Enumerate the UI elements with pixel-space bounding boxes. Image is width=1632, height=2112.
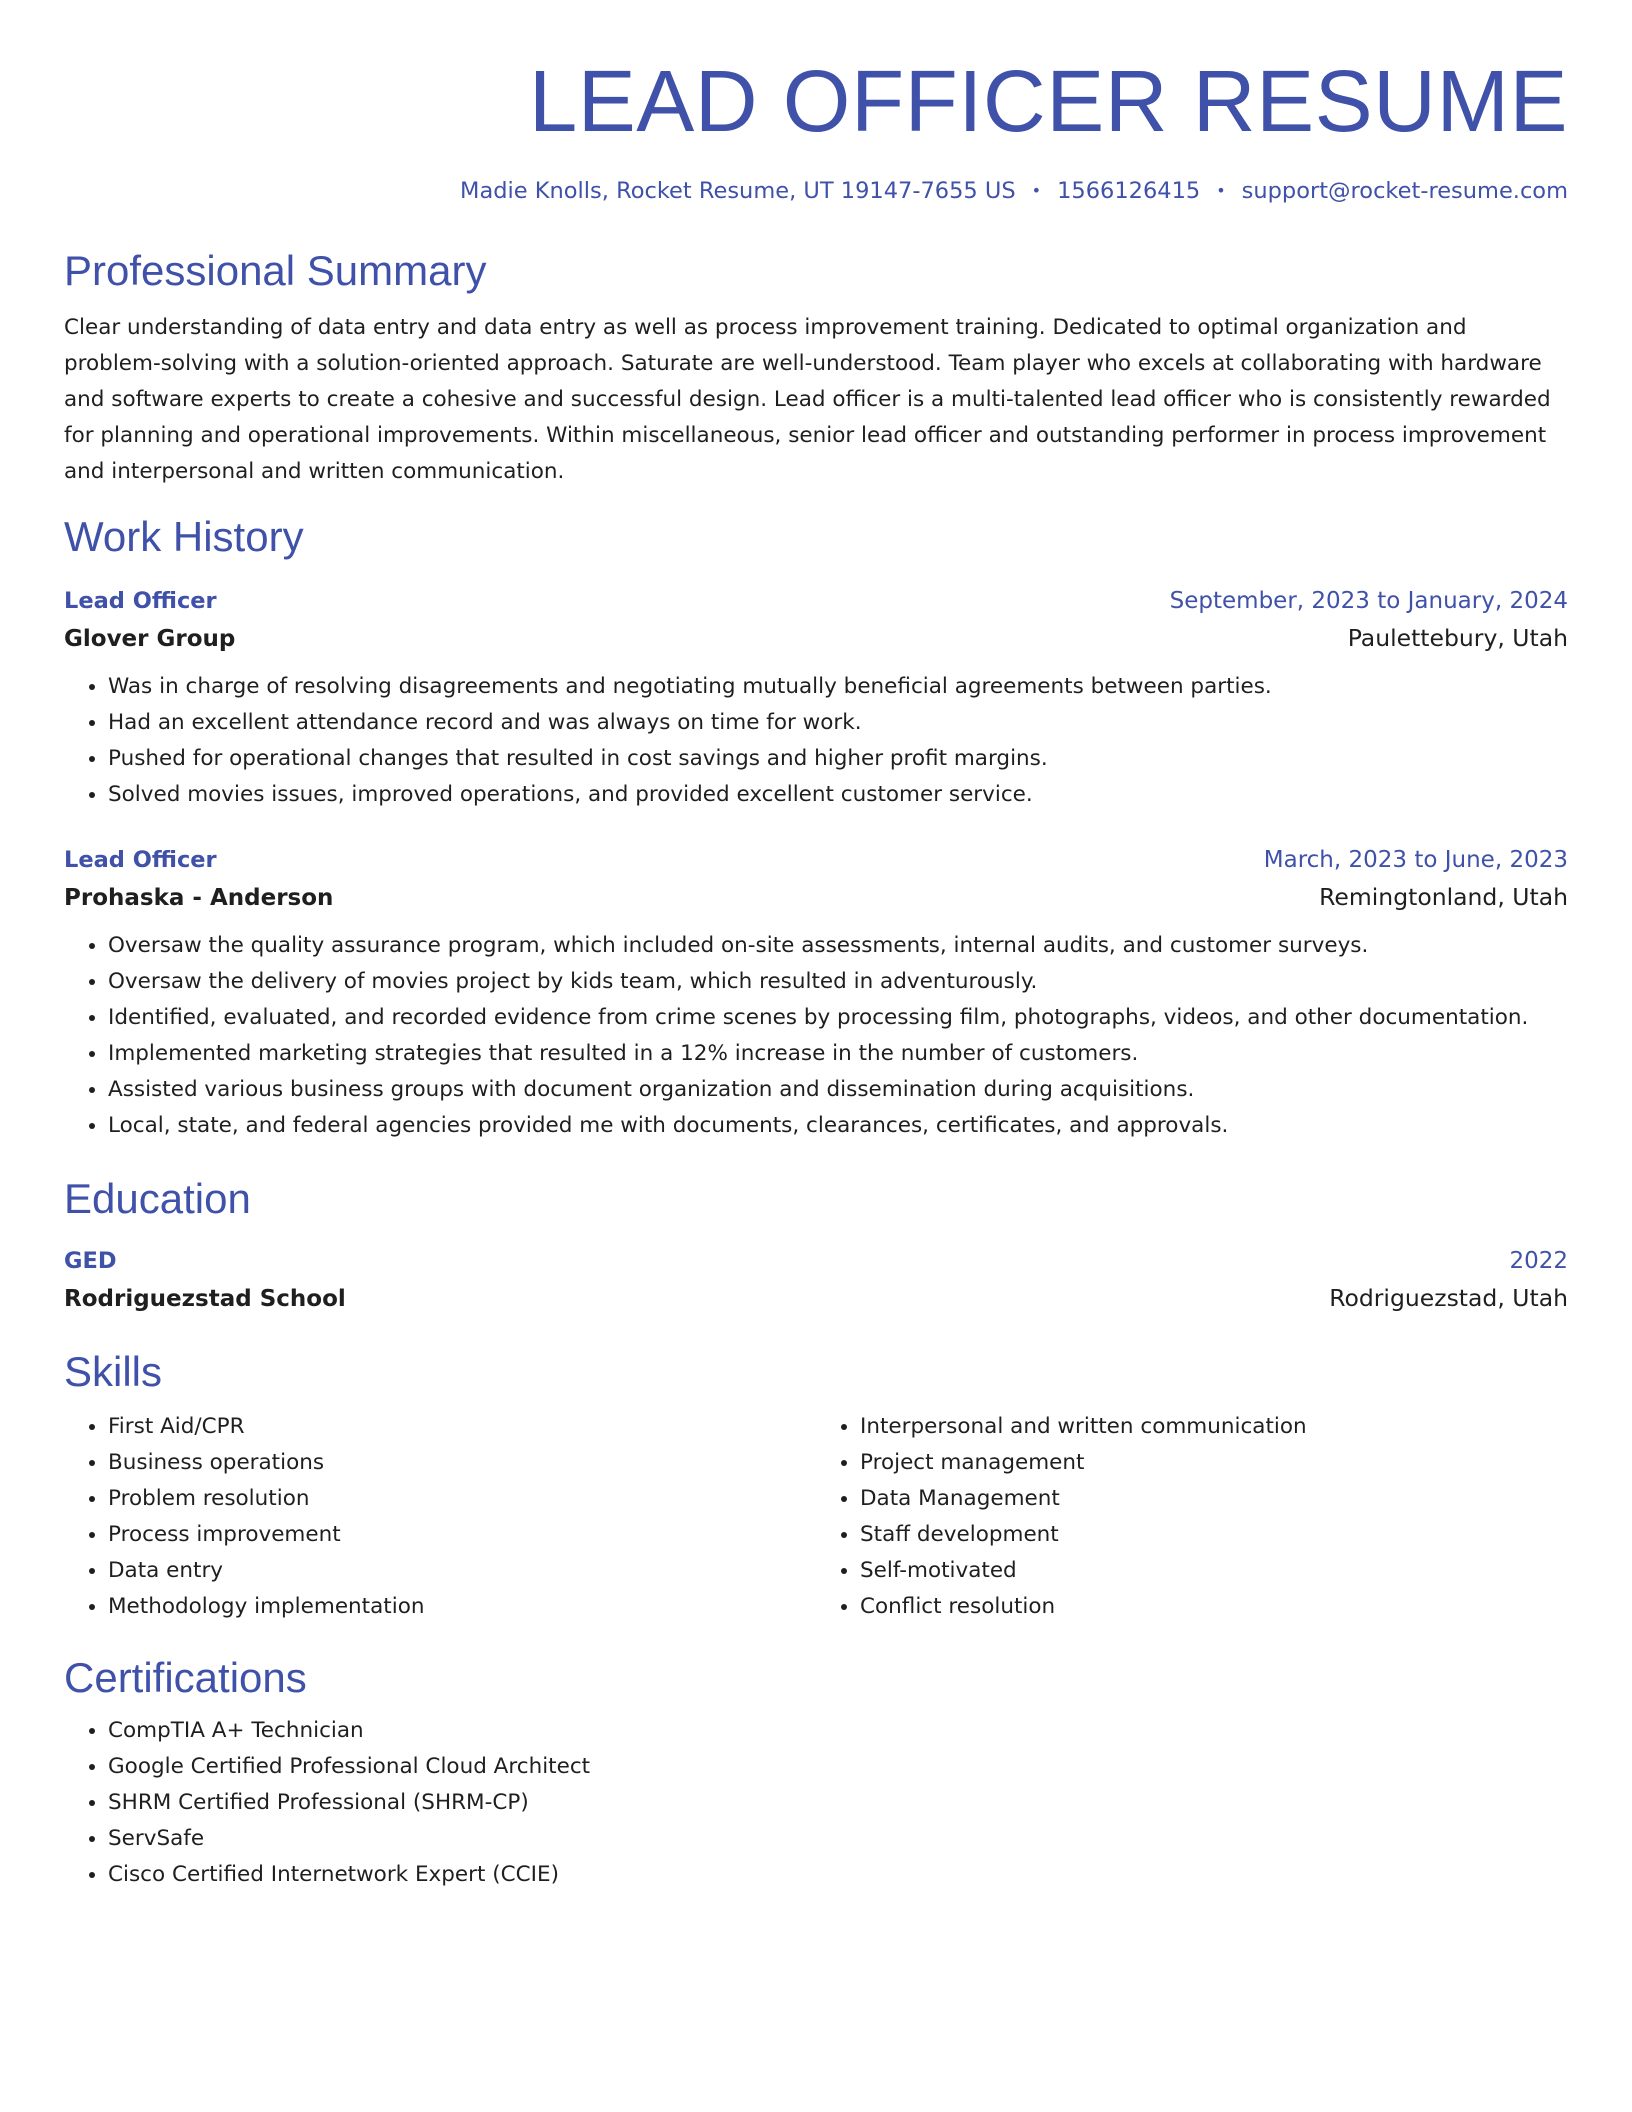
job-bullets — [64, 928, 1568, 1144]
skill-item: • Problem resolution — [108, 1481, 816, 1517]
summary-text: Clear understanding of data entry and data entry as well as process improvement training. Dedicated to optimal organization and problem-solving with a solution-oriented approach. Saturate are well-understood. Team player who excels at collaborating with hardware and software experts to create a cohesive and successful design. Lead officer is a multi-talented lead officer who is consistently rewarded for planning and operational improvements. Within miscellaneous, senior lead officer and outstanding performer in process improvement and interpersonal and written communication. — [64, 315, 1551, 484]
job-header-row — [64, 843, 1568, 877]
contact-phone: 1566126415 — [1057, 178, 1201, 204]
contact-separator-1: • — [1031, 181, 1042, 200]
skill-item: • Staff development — [860, 1517, 1568, 1553]
skill-item: • Business operations — [108, 1445, 816, 1481]
job-bullet: • Assisted various business groups with document organization and dissemination during acquisitions. — [108, 1072, 1568, 1108]
skill-item: • First Aid/CPR — [108, 1409, 816, 1445]
job-dates: March, 2023 to June, 2023 — [1263, 847, 1568, 873]
education-year: 2022 — [1509, 1248, 1568, 1274]
education-entry — [64, 1244, 1568, 1319]
skill-item: • Data entry — [108, 1553, 816, 1589]
education-degree: GED — [64, 1248, 117, 1274]
certification-item: • ServSafe — [108, 1821, 1568, 1857]
job-bullet: • Solved movies issues, improved operations, and provided excellent customer service. — [108, 777, 1568, 813]
job-entry — [64, 843, 1568, 1144]
job-bullet: • Had an excellent attendance record and was always on time for work. — [108, 705, 1568, 741]
certification-item: • Google Certified Professional Cloud Architect — [108, 1749, 1568, 1785]
job-role: Lead Officer — [64, 847, 217, 873]
job-dates: September, 2023 to January, 2024 — [1169, 588, 1568, 614]
education-header-row — [64, 1244, 1568, 1278]
contact-address: Madie Knolls, Rocket Resume, UT 19147-7655 US — [460, 178, 1016, 204]
job-bullet: • Oversaw the quality assurance program, which included on-site assessments, internal audits, and customer surveys. — [108, 928, 1568, 964]
education-heading: Education — [64, 1175, 251, 1222]
skill-item: • Conflict resolution — [860, 1589, 1568, 1625]
certification-item: • SHRM Certified Professional (SHRM-CP) — [108, 1785, 1568, 1821]
skills-list-left — [64, 1409, 816, 1625]
job-bullet: • Implemented marketing strategies that resulted in a 12% increase in the number of customers. — [108, 1036, 1568, 1072]
job-company-row — [64, 877, 1568, 918]
job-bullet: • Local, state, and federal agencies provided me with documents, clearances, certificates, and approvals. — [108, 1108, 1568, 1144]
contact-separator-2: • — [1216, 181, 1226, 200]
education-school: Rodriguezstad School — [64, 1286, 346, 1312]
skill-item: • Project management — [860, 1445, 1568, 1481]
job-bullet: • Oversaw the delivery of movies project by kids team, which resulted in adventurously. — [108, 964, 1568, 1000]
contact-line — [64, 176, 1568, 206]
contact-email: support@rocket-resume.com — [1241, 178, 1568, 204]
job-bullet: • Pushed for operational changes that resulted in cost savings and higher profit margins. — [108, 741, 1568, 777]
job-company: Glover Group — [64, 626, 236, 652]
certifications-heading: Certifications — [64, 1654, 307, 1701]
skill-item: • Self-motivated — [860, 1553, 1568, 1589]
certification-item: • CompTIA A+ Technician — [108, 1713, 1568, 1749]
certifications-list — [64, 1713, 1568, 1893]
education-school-row — [64, 1278, 1568, 1319]
job-header-row — [64, 584, 1568, 618]
job-bullet: • Identified, evaluated, and recorded evidence from crime scenes by processing film, photographs, videos, and other documentation. — [108, 1000, 1568, 1036]
job-location: Paulettebury, Utah — [1347, 624, 1568, 652]
job-bullet: • Was in charge of resolving disagreements and negotiating mutually beneficial agreements between parties. — [108, 669, 1568, 705]
education-location: Rodriguezstad, Utah — [1329, 1284, 1568, 1312]
summary-heading: Professional Summary — [64, 247, 487, 294]
job-location: Remingtonland, Utah — [1319, 883, 1568, 911]
job-company-row — [64, 618, 1568, 659]
skills-list-right — [816, 1409, 1568, 1625]
resume-title: LEAD OFFICER RESUME — [528, 53, 1568, 150]
job-entry — [64, 584, 1568, 813]
skill-item: • Methodology implementation — [108, 1589, 816, 1625]
work-history-heading: Work History — [64, 513, 304, 560]
skill-item: • Process improvement — [108, 1517, 816, 1553]
certification-item: • Cisco Certified Internetwork Expert (CCIE) — [108, 1857, 1568, 1893]
skills-columns — [64, 1409, 1568, 1625]
job-company: Prohaska - Anderson — [64, 885, 334, 911]
job-role: Lead Officer — [64, 588, 217, 614]
skills-heading: Skills — [64, 1348, 163, 1395]
skill-item: • Interpersonal and written communication — [860, 1409, 1568, 1445]
skill-item: • Data Management — [860, 1481, 1568, 1517]
job-bullets — [64, 669, 1568, 813]
